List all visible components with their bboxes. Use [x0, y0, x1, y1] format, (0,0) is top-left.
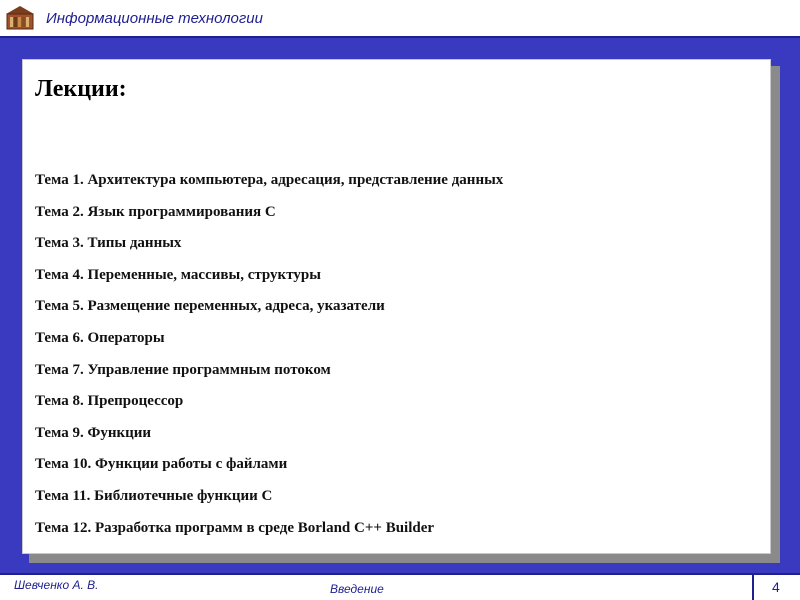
topic-item: Тема 12. Разработка программ в среде Borland C++ Builder: [35, 519, 435, 536]
topic-item: Тема 3. Типы данных: [35, 235, 182, 252]
page-number: 4: [772, 579, 780, 595]
topic-item: Тема 6. Операторы: [35, 329, 165, 346]
footer-divider: [752, 573, 754, 600]
topic-item: Тема 5. Размещение переменных, адреса, указатели: [35, 298, 385, 315]
slide-header: [0, 0, 800, 38]
slide-content-panel: [22, 59, 771, 554]
bookshelf-icon: [4, 4, 36, 30]
section-name: Введение: [330, 582, 384, 596]
topic-item: Тема 4. Переменные, массивы, структуры: [35, 266, 321, 283]
slide-footer: [0, 573, 800, 600]
topic-list: [35, 170, 503, 549]
topic-item: Тема 11. Библиотечные функции С: [35, 487, 273, 504]
topic-item: Тема 10. Функции работы с файлами: [35, 456, 288, 473]
header-title: Информационные технологии: [46, 10, 263, 27]
topic-item: Тема 1. Архитектура компьютера, адресация, представление данных: [35, 172, 504, 188]
topic-item: Тема 7. Управление программным потоком: [35, 361, 331, 378]
topic-item: Тема 2. Язык программирования С: [35, 203, 276, 220]
topic-item: Тема 9. Функции: [35, 424, 152, 441]
topic-item: Тема 8. Препроцессор: [35, 393, 184, 410]
author-name: Шевченко А. В.: [14, 578, 99, 592]
slide-stage: [0, 38, 800, 573]
slide-title: Лекции:: [35, 76, 127, 102]
